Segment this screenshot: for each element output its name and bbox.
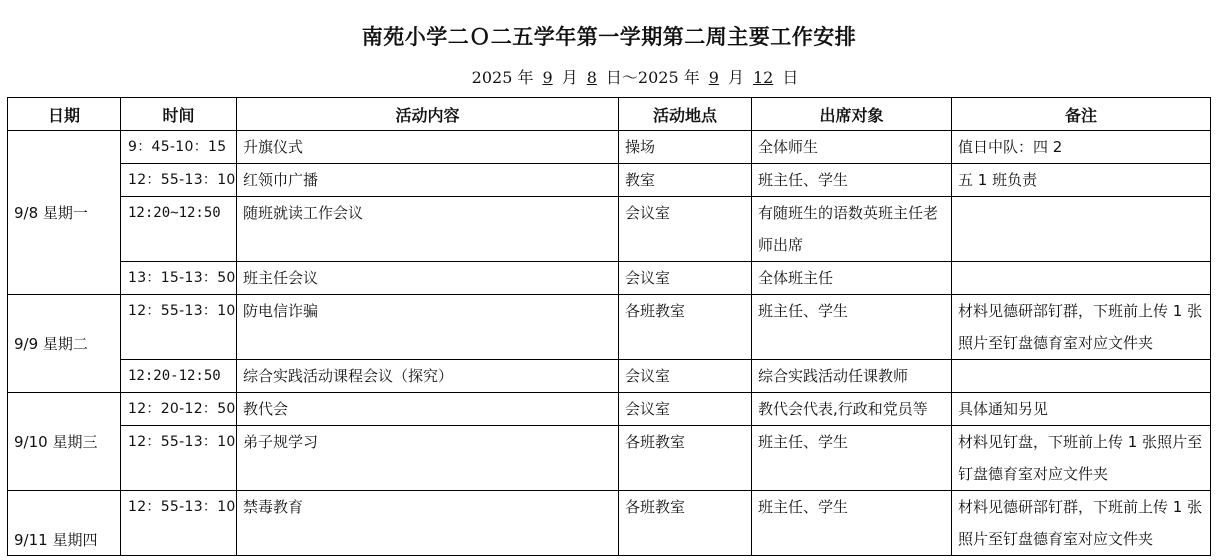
attendees-cell: 有随班生的语数英班主任老师出席 bbox=[752, 197, 952, 262]
table-row bbox=[8, 360, 1211, 393]
table-row bbox=[8, 131, 1211, 164]
notes-cell: 五 1 班负责 bbox=[952, 164, 1211, 197]
notes-cell: 值日中队：四 2 bbox=[952, 131, 1211, 164]
notes-cell bbox=[952, 197, 1211, 262]
notes-cell bbox=[952, 360, 1211, 393]
start-month: 9 bbox=[542, 68, 553, 87]
header-attendees: 出席对象 bbox=[752, 98, 952, 131]
attendees-cell: 班主任、学生 bbox=[752, 164, 952, 197]
attendees-cell: 班主任、学生 bbox=[752, 295, 952, 360]
table-row bbox=[8, 393, 1211, 426]
header-notes: 备注 bbox=[952, 98, 1211, 131]
year-char: 年 bbox=[517, 68, 534, 87]
table-row bbox=[8, 197, 1211, 262]
location-cell: 各班教室 bbox=[619, 426, 752, 491]
notes-cell: 材料见德研部钉群，下班前上传 1 张照片至钉盘德育室对应文件夹 bbox=[952, 491, 1211, 556]
range-tilde: ～ bbox=[621, 68, 638, 87]
activity-cell: 红领巾广播 bbox=[237, 164, 619, 197]
header-location: 活动地点 bbox=[619, 98, 752, 131]
activity-cell: 弟子规学习 bbox=[237, 426, 619, 491]
header-date: 日期 bbox=[8, 98, 121, 131]
time-cell: 12：55-13：10 bbox=[121, 295, 237, 360]
date-cell: 9/8 星期一 bbox=[8, 131, 121, 295]
activity-cell: 教代会 bbox=[237, 393, 619, 426]
activity-cell: 班主任会议 bbox=[237, 262, 619, 295]
time-cell: 13：15-13：50 bbox=[121, 262, 237, 295]
attendees-cell: 班主任、学生 bbox=[752, 426, 952, 491]
schedule-table bbox=[7, 97, 1211, 556]
activity-cell: 升旗仪式 bbox=[237, 131, 619, 164]
table-row bbox=[8, 295, 1211, 360]
end-day: 12 bbox=[752, 68, 774, 87]
time-cell: 12：20-12：50 bbox=[121, 393, 237, 426]
date-cell: 9/11 星期四 bbox=[8, 491, 121, 556]
location-cell: 会议室 bbox=[619, 393, 752, 426]
attendees-cell: 全体班主任 bbox=[752, 262, 952, 295]
month-char: 月 bbox=[727, 68, 744, 87]
table-header-row bbox=[8, 98, 1211, 131]
location-cell: 各班教室 bbox=[619, 491, 752, 556]
time-cell: 12:20-12:50 bbox=[121, 360, 237, 393]
month-char: 月 bbox=[561, 68, 578, 87]
time-cell: 12：55-13：10 bbox=[121, 164, 237, 197]
activity-cell: 禁毒教育 bbox=[237, 491, 619, 556]
date-cell: 9/9 星期二 bbox=[8, 295, 121, 393]
table-row bbox=[8, 426, 1211, 491]
start-year: 2025 bbox=[471, 68, 513, 87]
time-cell: 12：55-13：10 bbox=[121, 426, 237, 491]
page-title: 南苑小学二Ｏ二五学年第一学期第二周主要工作安排 bbox=[361, 25, 857, 49]
day-char: 日 bbox=[605, 68, 622, 87]
table-row bbox=[8, 164, 1211, 197]
time-cell: 12:20~12:50 bbox=[121, 197, 237, 262]
year-char: 年 bbox=[683, 68, 700, 87]
activity-cell: 防电信诈骗 bbox=[237, 295, 619, 360]
location-cell: 各班教室 bbox=[619, 295, 752, 360]
notes-cell: 具体通知另见 bbox=[952, 393, 1211, 426]
header-time: 时间 bbox=[121, 98, 237, 131]
end-year: 2025 bbox=[637, 68, 679, 87]
attendees-cell: 综合实践活动任课教师 bbox=[752, 360, 952, 393]
location-cell: 操场 bbox=[619, 131, 752, 164]
activity-cell: 随班就读工作会议 bbox=[237, 197, 619, 262]
attendees-cell: 班主任、学生 bbox=[752, 491, 952, 556]
location-cell: 会议室 bbox=[619, 197, 752, 262]
table-row bbox=[8, 262, 1211, 295]
header-activity: 活动内容 bbox=[237, 98, 619, 131]
day-char: 日 bbox=[782, 68, 799, 87]
start-day: 8 bbox=[586, 68, 597, 87]
time-cell: 12：55-13：10 bbox=[121, 491, 237, 556]
location-cell: 教室 bbox=[619, 164, 752, 197]
date-cell: 9/10 星期三 bbox=[8, 393, 121, 491]
end-month: 9 bbox=[708, 68, 719, 87]
notes-cell: 材料见德研部钉群，下班前上传 1 张照片至钉盘德育室对应文件夹 bbox=[952, 295, 1211, 360]
location-cell: 会议室 bbox=[619, 262, 752, 295]
table-row bbox=[8, 491, 1211, 556]
attendees-cell: 教代会代表,行政和党员等 bbox=[752, 393, 952, 426]
attendees-cell: 全体师生 bbox=[752, 131, 952, 164]
notes-cell bbox=[952, 262, 1211, 295]
location-cell: 会议室 bbox=[619, 360, 752, 393]
notes-cell: 材料见钉盘，下班前上传 1 张照片至钉盘德育室对应文件夹 bbox=[952, 426, 1211, 491]
time-cell: 9：45-10：15 bbox=[121, 131, 237, 164]
date-range bbox=[0, 65, 1218, 88]
activity-cell: 综合实践活动课程会议（探究） bbox=[237, 360, 619, 393]
